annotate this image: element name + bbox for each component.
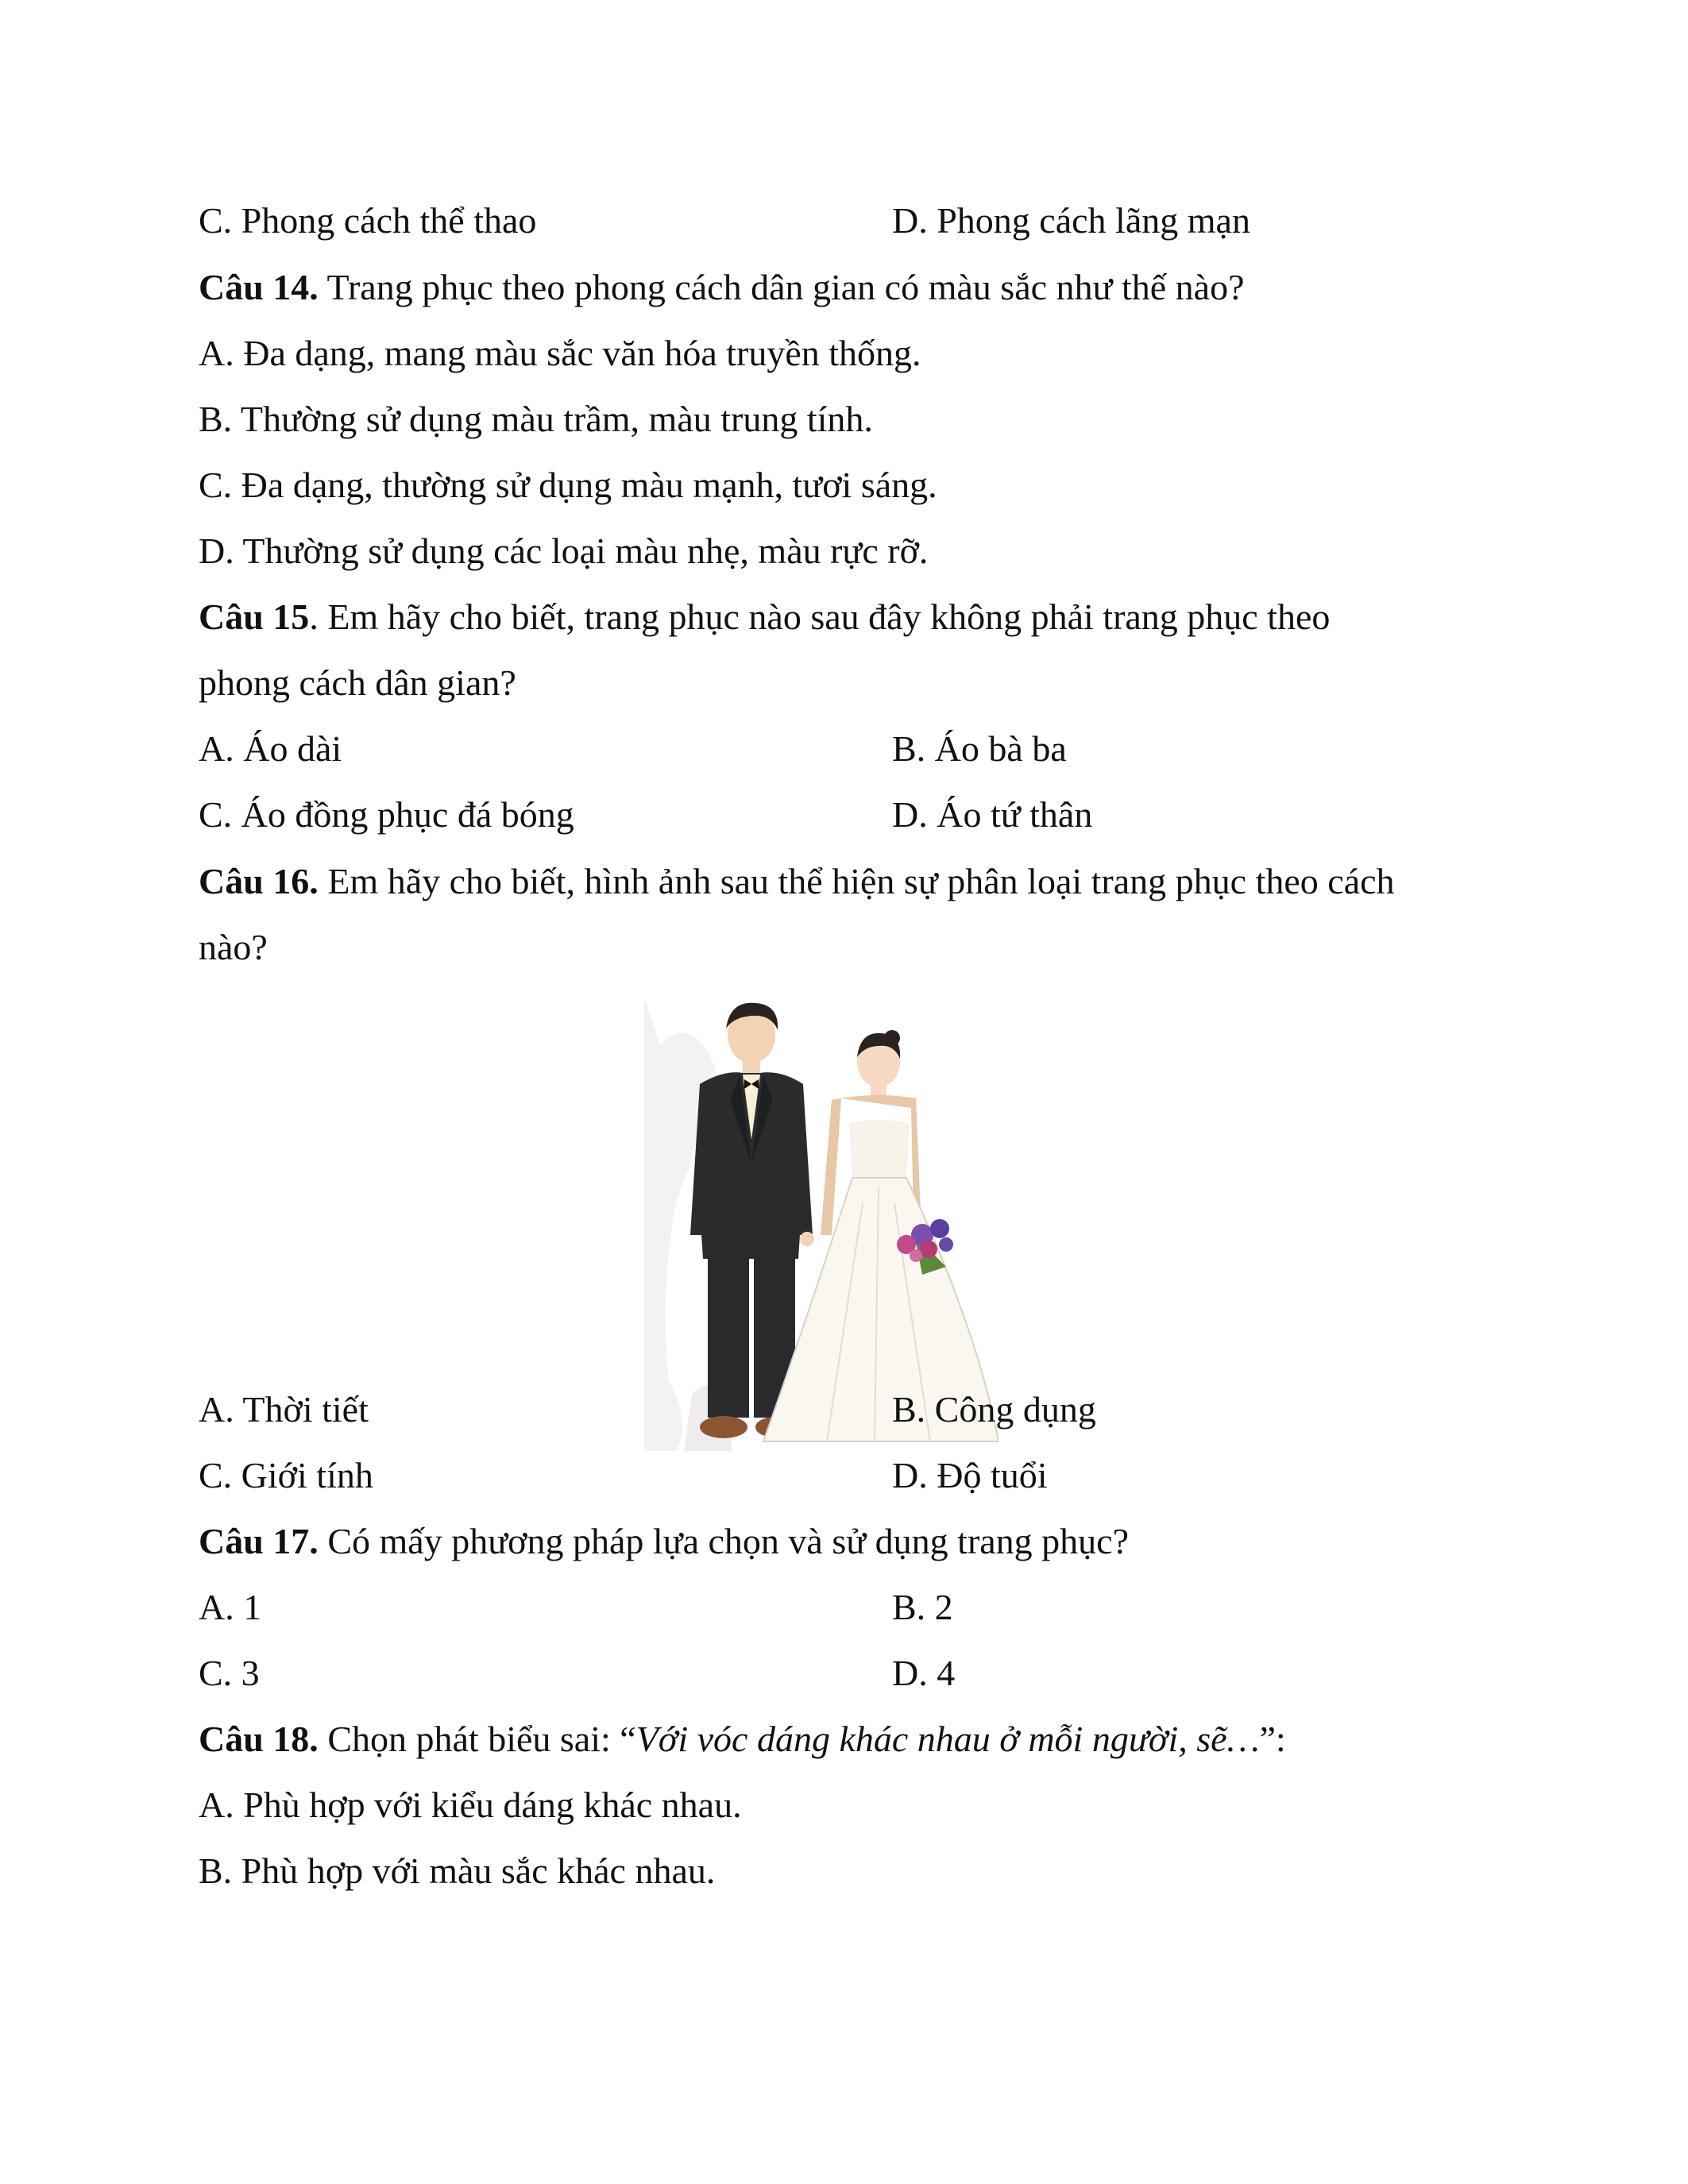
- question-14: [199, 264, 1245, 311]
- question-number: Câu 16.: [199, 861, 319, 901]
- question-16-continued: nào?: [199, 927, 268, 967]
- q16-option-d: D. Độ tuổi: [892, 1455, 1048, 1495]
- question-text-end: ”:: [1259, 1719, 1286, 1759]
- question-text: Trang phục theo phong cách dân gian có màu sắc như thế nào?: [318, 267, 1245, 307]
- q18-option-b: B. Phù hợp với màu sắc khác nhau.: [199, 1850, 716, 1891]
- quoted-statement: Với vóc dáng khác nhau ở mỗi người, sẽ…: [635, 1719, 1260, 1759]
- question-text: Em hãy cho biết, hình ảnh sau thể hiện sự phân loại trang phục theo cách: [318, 861, 1395, 901]
- q14-option-c: C. Đa dạng, thường sử dụng màu mạnh, tươi sáng.: [199, 465, 937, 505]
- question-text: Có mấy phương pháp lựa chọn và sử dụng trang phục?: [318, 1521, 1130, 1561]
- question-15-continued: phong cách dân gian?: [199, 662, 516, 703]
- q17-option-b: B. 2: [892, 1587, 953, 1627]
- q14-option-d: D. Thường sử dụng các loại màu nhẹ, màu rực rỡ.: [199, 531, 929, 571]
- q16-option-c: C. Giới tính: [199, 1455, 373, 1495]
- question-17: [199, 1518, 1129, 1565]
- q15-option-a: A. Áo dài: [199, 728, 342, 769]
- question-text: . Em hãy cho biết, trang phục nào sau đây không phải trang phục theo: [309, 596, 1331, 637]
- question-15: [199, 593, 1330, 641]
- q15-option-b: B. Áo bà ba: [892, 728, 1067, 769]
- question-number: Câu 14.: [199, 267, 319, 307]
- q16-option-a: A. Thời tiết: [199, 1389, 369, 1430]
- wedding-couple-illustration-icon: [644, 997, 999, 1451]
- q17-option-d: D. 4: [892, 1653, 956, 1693]
- q15-option-c: C. Áo đồng phục đá bóng: [199, 794, 574, 835]
- q16-option-b: B. Công dụng: [892, 1389, 1096, 1430]
- question-number: Câu 15: [199, 596, 310, 637]
- q13-option-d: D. Phong cách lãng mạn: [892, 200, 1250, 241]
- q17-option-a: A. 1: [199, 1587, 262, 1627]
- q17-option-c: C. 3: [199, 1653, 260, 1693]
- q14-option-b: B. Thường sử dụng màu trầm, màu trung tính.: [199, 399, 873, 439]
- q14-option-a: A. Đa dạng, mang màu sắc văn hóa truyền thống.: [199, 333, 921, 373]
- question-number: Câu 18.: [199, 1719, 319, 1759]
- question-16: [199, 858, 1395, 905]
- q15-option-d: D. Áo tứ thân: [892, 794, 1093, 835]
- q18-option-a: A. Phù hợp với kiểu dáng khác nhau.: [199, 1785, 742, 1825]
- question-number: Câu 17.: [199, 1521, 319, 1561]
- question-18: [199, 1715, 1286, 1763]
- question-text: Chọn phát biểu sai: “: [318, 1719, 636, 1759]
- q13-option-c: C. Phong cách thể thao: [199, 200, 537, 241]
